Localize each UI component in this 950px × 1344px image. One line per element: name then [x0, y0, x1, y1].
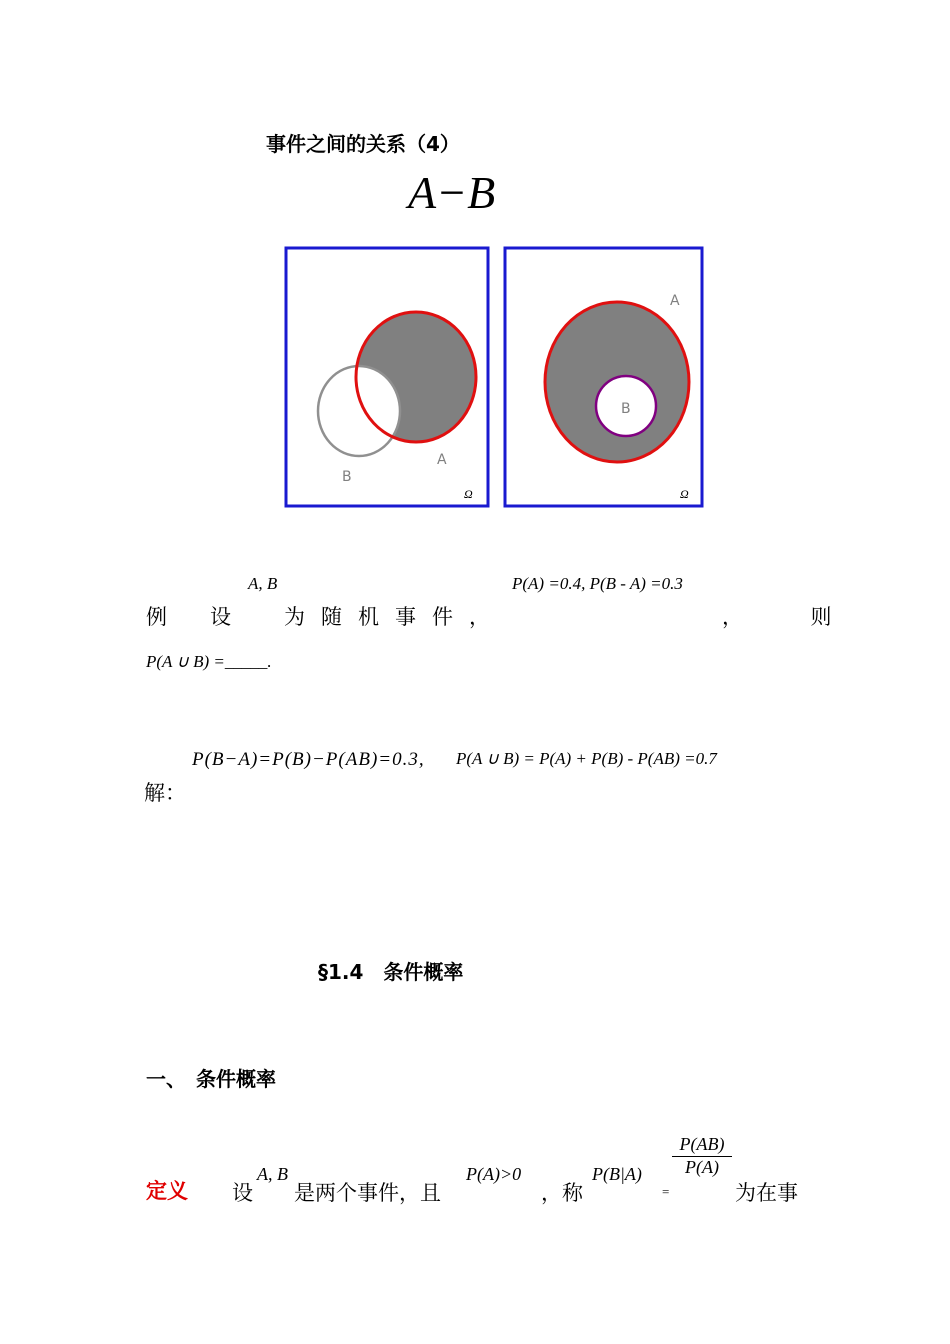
- venn-left-label-b: B: [342, 469, 352, 485]
- definition-label: 定义: [146, 1179, 188, 1203]
- definition-text-4: 为在事: [735, 1181, 798, 1205]
- fraction-denominator: P(A): [685, 1157, 719, 1177]
- example-ze: ， 则: [722, 605, 844, 629]
- venn-left-label-a: A: [437, 452, 447, 468]
- venn-right: [505, 248, 702, 506]
- difference-expression: A−B: [408, 167, 496, 218]
- venn-right-omega: Ω: [680, 487, 689, 501]
- fraction-numerator: P(AB): [672, 1134, 732, 1157]
- solution-label: 解：: [144, 781, 186, 805]
- example-given-math: P(A) =0.4, P(B - A) =0.3: [512, 574, 683, 593]
- definition-text-3: ，称: [541, 1181, 583, 1205]
- solution-math-1: P(B−A)=P(B)−P(AB)=0.3,: [192, 749, 425, 770]
- example-events-math: A, B: [248, 574, 278, 593]
- example-she: 设: [210, 605, 231, 629]
- definition-equals: =: [662, 1184, 670, 1199]
- section-title: 事件之间的关系（4）: [266, 132, 460, 156]
- venn-right-label-b: B: [621, 401, 631, 417]
- definition-math-ab: A, B: [257, 1164, 288, 1184]
- definition-math-pa: P(A)>0: [466, 1164, 522, 1184]
- subsection-heading: 一、 条件概率: [146, 1067, 276, 1091]
- example-li: 例: [146, 605, 167, 629]
- venn-right-label-a: A: [670, 293, 680, 309]
- venn-left: [286, 248, 488, 506]
- example-question-math: P(A ∪ B) =_____.: [146, 652, 272, 671]
- conditional-fraction: [672, 1134, 732, 1178]
- definition-math-pba: P(B|A): [592, 1164, 642, 1184]
- venn-left-omega: Ω: [464, 487, 473, 501]
- definition-text-2: 是两个事件，且: [294, 1181, 441, 1205]
- example-text: 为随机事件，: [284, 605, 506, 629]
- section-heading: §1.4 条件概率: [318, 960, 464, 984]
- definition-text-1: 设: [232, 1181, 253, 1205]
- solution-math-2: P(A ∪ B) = P(A) + P(B) - P(AB) =0.7: [456, 749, 717, 768]
- venn-diagrams: [280, 242, 710, 512]
